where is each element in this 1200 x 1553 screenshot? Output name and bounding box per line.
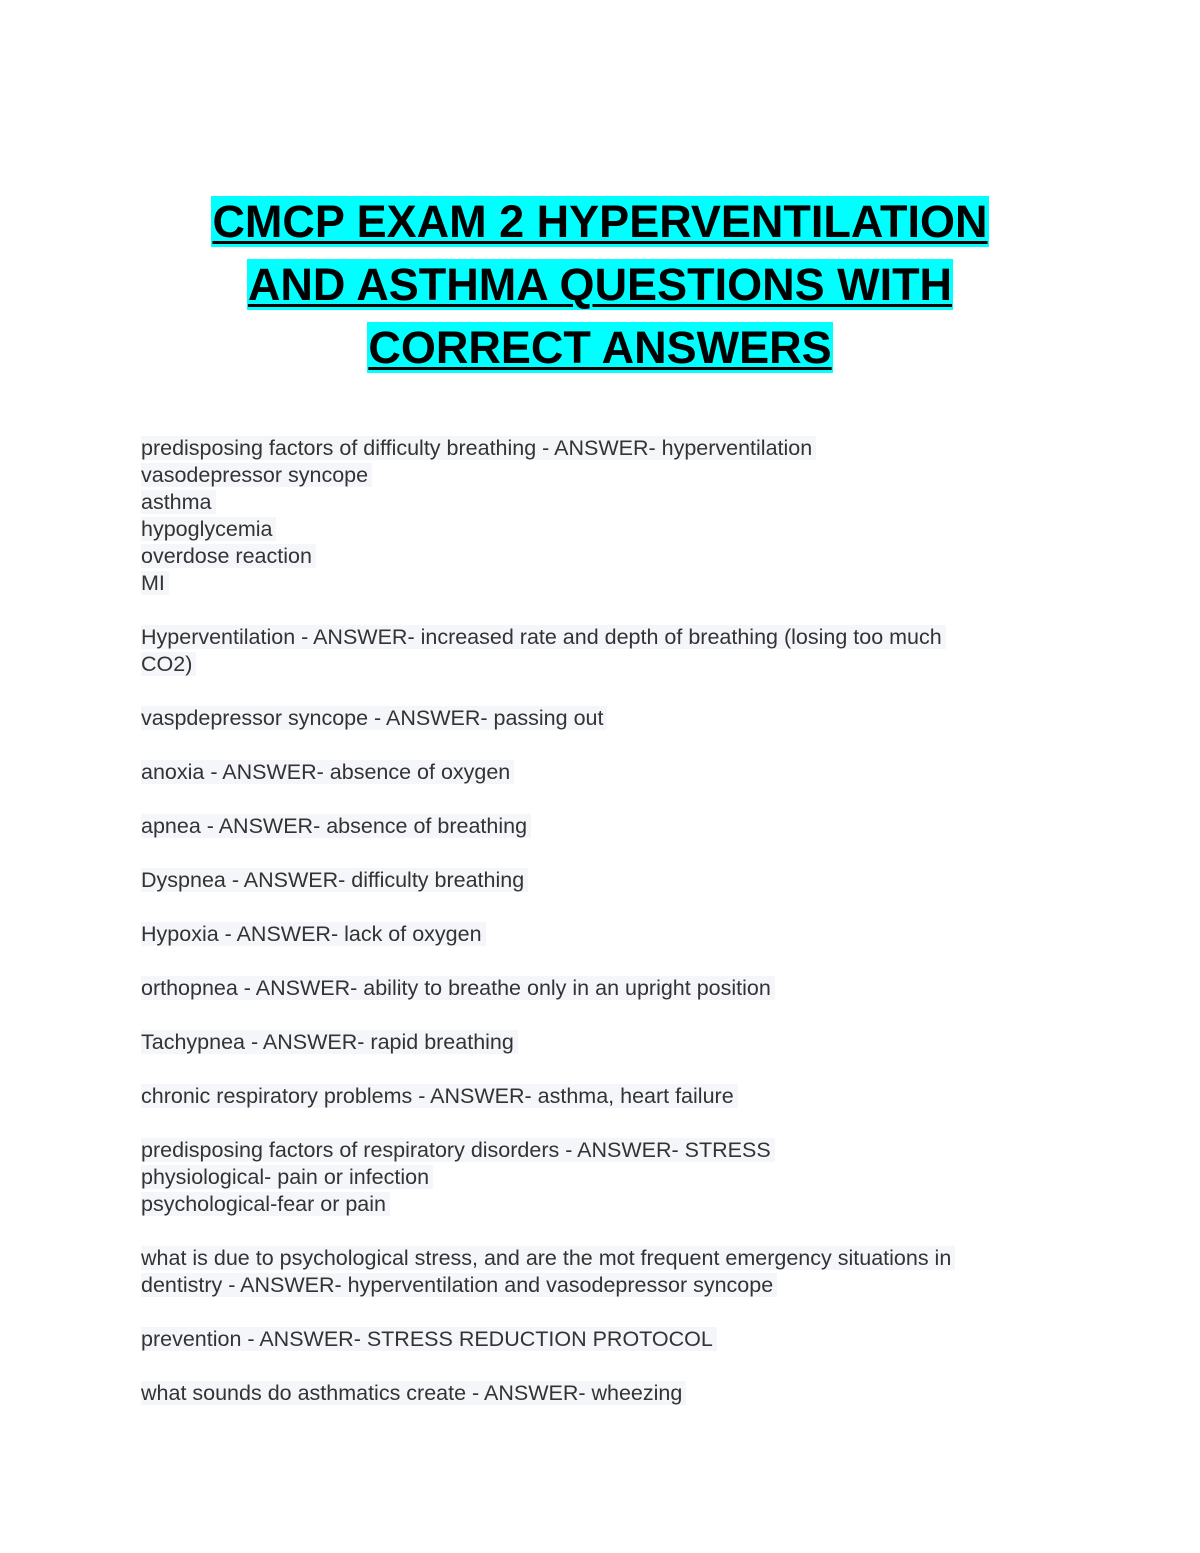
entry-spacer bbox=[141, 894, 1041, 921]
entry-spacer bbox=[141, 1299, 1041, 1326]
qa-entry-text: overdose reaction bbox=[141, 544, 316, 568]
qa-entry-text: CO2) bbox=[141, 652, 196, 676]
entry-spacer bbox=[141, 840, 1041, 867]
qa-entry-text: Tachypnea - ANSWER- rapid breathing bbox=[141, 1030, 518, 1054]
qa-entry bbox=[141, 1083, 1041, 1110]
qa-entry-text: what is due to psychological stress, and are the mot frequent emergency situations in bbox=[141, 1246, 955, 1270]
qa-entry-text: psychological-fear or pain bbox=[141, 1192, 390, 1216]
qa-entry bbox=[141, 705, 1041, 732]
qa-entry bbox=[141, 624, 1041, 678]
title-line-2-text: AND ASTHMA QUESTIONS WITH bbox=[247, 259, 953, 310]
title-line-2 bbox=[0, 253, 1200, 316]
qa-entry-line bbox=[141, 813, 1041, 840]
entry-spacer bbox=[141, 1218, 1041, 1245]
qa-entry bbox=[141, 1380, 1041, 1407]
qa-entry bbox=[141, 435, 1041, 597]
qa-entry-line bbox=[141, 489, 1041, 516]
qa-entry-line bbox=[141, 1326, 1041, 1353]
qa-entry-line bbox=[141, 759, 1041, 786]
qa-entry bbox=[141, 759, 1041, 786]
qa-entry bbox=[141, 1245, 1041, 1299]
qa-entry-line bbox=[141, 1083, 1041, 1110]
qa-entry-text: physiological- pain or infection bbox=[141, 1165, 433, 1189]
entry-spacer bbox=[141, 732, 1041, 759]
entry-spacer bbox=[141, 786, 1041, 813]
qa-entry-line bbox=[141, 516, 1041, 543]
qa-entry bbox=[141, 867, 1041, 894]
qa-entry-text: MI bbox=[141, 571, 169, 595]
qa-entry-text: apnea - ANSWER- absence of breathing bbox=[141, 814, 531, 838]
qa-entry-line bbox=[141, 543, 1041, 570]
qa-entry bbox=[141, 1326, 1041, 1353]
document-title bbox=[0, 190, 1200, 379]
qa-entry-line bbox=[141, 867, 1041, 894]
qa-entry-line bbox=[141, 624, 1041, 651]
qa-entry-text: vaspdepressor syncope - ANSWER- passing out bbox=[141, 706, 607, 730]
qa-entry bbox=[141, 921, 1041, 948]
qa-entry-line bbox=[141, 462, 1041, 489]
qa-entry-text: chronic respiratory problems - ANSWER- asthma, heart failure bbox=[141, 1084, 738, 1108]
entry-spacer bbox=[141, 597, 1041, 624]
qa-entry-line bbox=[141, 1380, 1041, 1407]
qa-entry-line bbox=[141, 570, 1041, 597]
title-line-3-text: CORRECT ANSWERS bbox=[368, 322, 832, 373]
qa-entry-line bbox=[141, 1164, 1041, 1191]
qa-entry-text: asthma bbox=[141, 490, 216, 514]
qa-entry-text: predisposing factors of difficulty breathing - ANSWER- hyperventilation bbox=[141, 436, 816, 460]
title-line-1 bbox=[0, 190, 1200, 253]
qa-entry bbox=[141, 1029, 1041, 1056]
qa-list bbox=[141, 435, 1041, 1407]
qa-entry-text: Hypoxia - ANSWER- lack of oxygen bbox=[141, 922, 486, 946]
qa-entry-text: Hyperventilation - ANSWER- increased rate and depth of breathing (losing too much bbox=[141, 625, 946, 649]
qa-entry-line bbox=[141, 1245, 1041, 1272]
qa-entry-line bbox=[141, 975, 1041, 1002]
entry-spacer bbox=[141, 1110, 1041, 1137]
qa-entry-line bbox=[141, 921, 1041, 948]
qa-entry-line bbox=[141, 651, 1041, 678]
qa-entry-line bbox=[141, 1137, 1041, 1164]
qa-entry-text: hypoglycemia bbox=[141, 517, 276, 541]
qa-entry-text: what sounds do asthmatics create - ANSWER- wheezing bbox=[141, 1381, 686, 1405]
title-line-3 bbox=[0, 316, 1200, 379]
qa-entry-text: dentistry - ANSWER- hyperventilation and vasodepressor syncope bbox=[141, 1273, 777, 1297]
qa-entry bbox=[141, 1137, 1041, 1218]
qa-entry-line bbox=[141, 1029, 1041, 1056]
entry-spacer bbox=[141, 1056, 1041, 1083]
qa-entry bbox=[141, 975, 1041, 1002]
qa-entry-text: vasodepressor syncope bbox=[141, 463, 372, 487]
qa-entry-line bbox=[141, 705, 1041, 732]
qa-entry-line bbox=[141, 1272, 1041, 1299]
title-line-1-text: CMCP EXAM 2 HYPERVENTILATION bbox=[212, 196, 988, 247]
qa-entry bbox=[141, 813, 1041, 840]
entry-spacer bbox=[141, 948, 1041, 975]
qa-entry-text: prevention - ANSWER- STRESS REDUCTION PROTOCOL bbox=[141, 1327, 717, 1351]
qa-entry-text: orthopnea - ANSWER- ability to breathe only in an upright position bbox=[141, 976, 775, 1000]
qa-entry-text: predisposing factors of respiratory disorders - ANSWER- STRESS bbox=[141, 1138, 775, 1162]
entry-spacer bbox=[141, 678, 1041, 705]
entry-spacer bbox=[141, 1002, 1041, 1029]
qa-entry-line bbox=[141, 435, 1041, 462]
qa-entry-text: Dyspnea - ANSWER- difficulty breathing bbox=[141, 868, 528, 892]
qa-entry-text: anoxia - ANSWER- absence of oxygen bbox=[141, 760, 514, 784]
entry-spacer bbox=[141, 1353, 1041, 1380]
qa-entry-line bbox=[141, 1191, 1041, 1218]
